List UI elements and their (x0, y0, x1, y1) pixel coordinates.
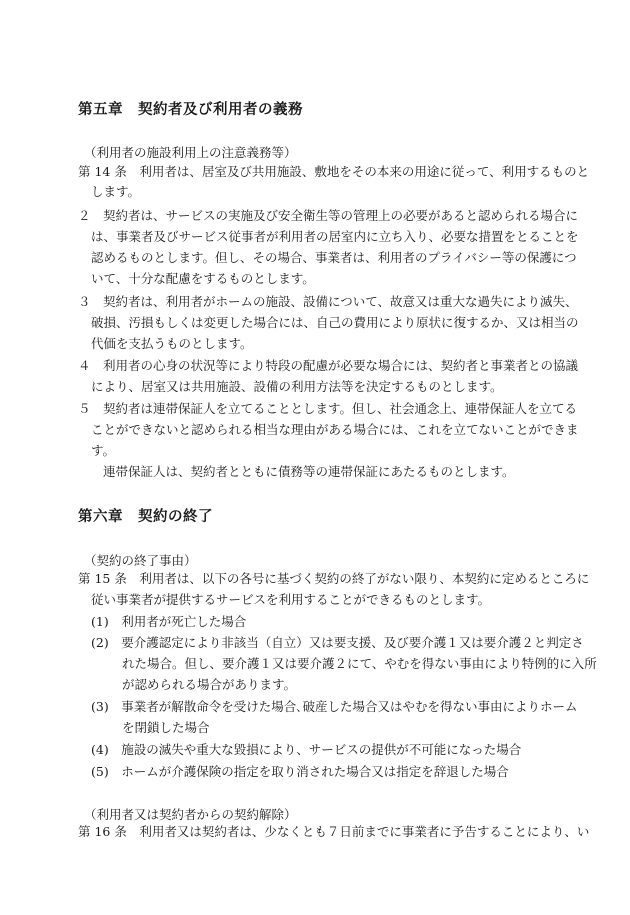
item-2-line-2: れた場合。但し、要介護１又は要介護２にて、やむを得ない事由により特例的に入所 (122, 656, 597, 671)
clause-3-line-2: 破損、汚損もしくは変更した場合には、自己の費用により原状に復するか、又は相当の (91, 315, 579, 330)
clause-2-line-1: ２ 契約者は、サービスの実施及び安全衛生等の管理上の必要があると認められる場合に (78, 208, 579, 223)
article-15-line-2: 従い事業者が提供するサービスを利用することができるものとします。 (91, 592, 491, 607)
item-3-line-1: (3) 事業者が解散命令を受けた場合､破産した場合又はやむを得ない事由によりホーム (91, 699, 578, 714)
clause-4-line-1: ４ 利用者の心身の状況等により特段の配慮が必要な場合には、契約者と事業者との協議 (78, 358, 579, 373)
chapter-5-title: 第五章 契約者及び利用者の義務 (78, 101, 303, 118)
article-15-line-1: 第 15 条 利用者は、以下の各号に基づく契約の終了がない限り、本契約に定めるところに (78, 571, 590, 586)
item-2-line-3: が認められる場合があります。 (122, 677, 297, 692)
item-3-line-2: を閉鎖した場合 (122, 720, 210, 735)
clause-2-line-3: 認めるものとします。但し、その場合、事業者は、利用者のプライバシー等の保護につ (91, 250, 577, 265)
item-4: (4) 施設の滅失や重大な毀損により、サービスの提供が不可能になった場合 (91, 742, 522, 757)
clause-3-line-1: ３ 契約者は、利用者がホームの施設、設備について、故意又は重大な過失により滅失、 (78, 294, 578, 309)
clause-2-line-4: いて、十分な配慮をするものとします。 (91, 271, 315, 286)
item-5: (5) ホームが介護保険の指定を取り消された場合又は指定を辞退した場合 (91, 764, 509, 779)
clause-5-line-1: ５ 契約者は連帯保証人を立てることとします。但し、社会通念上、連帯保証人を立てる (78, 401, 578, 416)
clause-5-line-2: ことができないと認められる相当な理由がある場合には、これを立てないことができま (91, 422, 579, 437)
clause-2-line-2: は、事業者及びサービス従事者が利用者の居室内に立ち入り、必要な措置をとることを (91, 229, 579, 244)
article-14-caption: （利用者の施設利用上の注意義務等） (84, 145, 297, 160)
clause-5-line-4: 連帯保証人は、契約者とともに債務等の連帯保証にあたるものとします。 (103, 464, 515, 479)
item-1: (1) 利用者が死亡した場合 (91, 614, 247, 629)
chapter-6-title: 第六章 契約の終了 (78, 508, 213, 525)
item-2-line-1: (2) 要介護認定により非該当（自立）又は要支援、及び要介護１又は要介護２と判定さ (91, 635, 584, 650)
article-15-caption: （契約の終了事由） (84, 553, 197, 568)
article-16-caption: （利用者又は契約者からの契約解除） (84, 807, 297, 822)
article-14-line-1: 第 14 条 利用者は、居室及び共用施設、敷地をその本来の用途に従って、利用するものと (78, 164, 590, 179)
article-14-line-2: します。 (91, 184, 141, 199)
article-16-line-1: 第 16 条 利用者又は契約者は、少なくとも７日前までに事業者に予告することにより、い (78, 824, 590, 839)
clause-3-line-3: 代価を支払うものとします。 (91, 336, 253, 351)
clause-5-line-3: す。 (91, 443, 116, 458)
clause-4-line-2: により、居室又は共用施設、設備の利用方法等を決定するものとします。 (91, 379, 503, 394)
